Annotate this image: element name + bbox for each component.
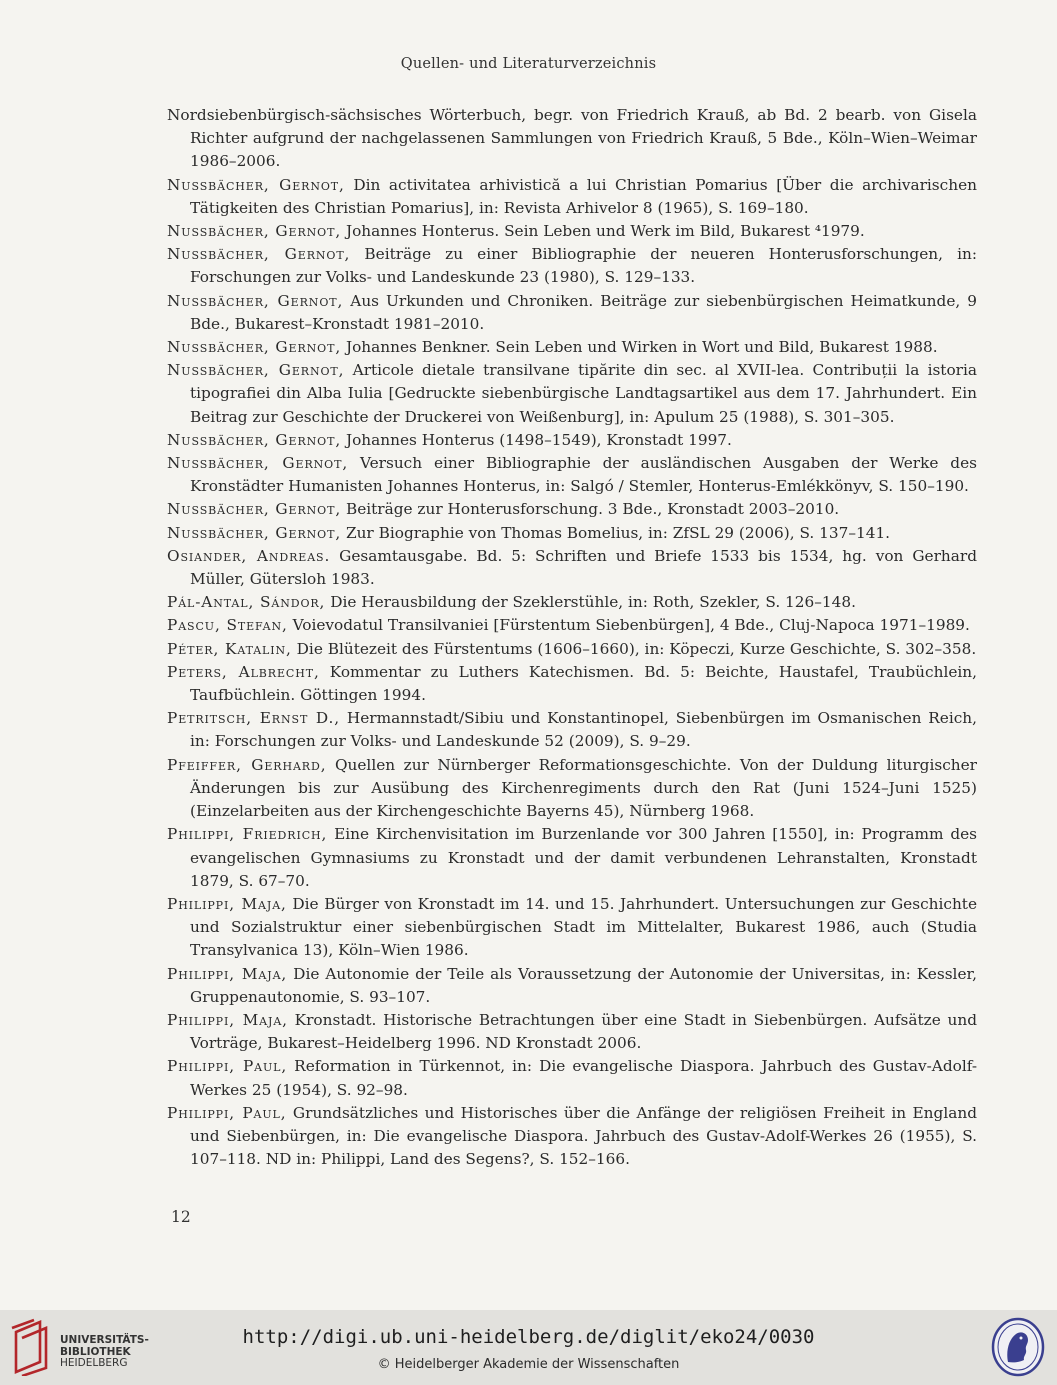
- bibliography-entry: [167, 893, 977, 963]
- bibliography-entry: [167, 963, 977, 1009]
- bibliography-entry: [167, 359, 977, 429]
- bibliography-entry: [167, 522, 977, 545]
- entry-author: Nussbächer, Gernot,: [167, 500, 342, 519]
- entry-text: Die Autonomie der Teile als Voraussetzung der Autonomie der Universitas, in: Kessler, Gruppenautonomie, S. 93–107.: [190, 964, 977, 1006]
- entry-author: Nussbächer, Gernot,: [167, 245, 351, 264]
- footer-bar: [0, 1310, 1057, 1385]
- bibliography-entry: [167, 614, 977, 637]
- entry-author: Nussbächer, Gernot,: [167, 338, 342, 357]
- entry-author: Philippi, Maja,: [167, 964, 288, 983]
- entry-author: Nussbächer, Gernot,: [167, 454, 349, 473]
- academy-seal-icon[interactable]: [990, 1316, 1046, 1378]
- entry-text: Voievodatul Transilvaniei [Fürstentum Siebenbürgen], 4 Bde., Cluj-Napoca 1971–1989.: [287, 616, 970, 635]
- entry-text: Din activitatea arhivistică a lui Christian Pomarius [Über die archivarischen Tätigkeiten des Christian Pomarius], in: Revista Arhivelor 8 (1965), S. 169–180.: [190, 175, 977, 217]
- bibliography-entry: [167, 707, 977, 753]
- entry-text: Grundsätzliches und Historisches über die Anfänge der religiösen Freiheit in England und Siebenbürgen, in: Die evangelische Diaspora. Jahrbuch des Gustav-Adolf-Werkes 26 (1955), S. 107–118. ND in: Philippi, Land des Segens?, S. 152–166.: [190, 1103, 977, 1169]
- entry-text: Hermannstadt/Sibiu und Konstantinopel, Siebenbürgen im Osmanischen Reich, in: Forschungen zur Volks- und Landeskunde 52 (2009), S. 9–29.: [190, 709, 978, 751]
- entry-author: Philippi, Paul,: [167, 1057, 288, 1076]
- entry-text: Nordsiebenbürgisch-sächsisches Wörterbuch, begr. von Friedrich Krauß, ab Bd. 2 bearb. von Gisela Richter aufgrund der nachgelassenen Sammlungen von Friedrich Krauß, 5 Bde., Köln–Wien–Weimar 1986–2006.: [167, 106, 977, 171]
- entry-text: Reformation in Türkennot, in: Die evangelische Diaspora. Jahrbuch des Gustav-Adolf-Werkes 25 (1954), S. 92–98.: [190, 1057, 977, 1099]
- entry-text: Kommentar zu Luthers Katechismen. Bd. 5: Beichte, Haustafel, Traubüchlein, Taufbüchlein. Göttingen 1994.: [190, 662, 977, 705]
- bibliography-entry: [167, 1102, 977, 1172]
- bibliography-entry: [167, 1055, 977, 1101]
- bibliography-entry: [167, 661, 977, 707]
- entry-text: Eine Kirchenvisitation im Burzenlande vor 300 Jahren [1550], in: Programm des evangelischen Gymnasiums zu Kronstadt und der damit verbundenen Lehranstalten, Kronstadt 1879, S. 67–70.: [190, 825, 978, 890]
- bibliography-entry: [167, 823, 977, 893]
- entry-author: Nussbächer, Gernot,: [167, 430, 342, 449]
- entry-author: Nussbächer, Gernot,: [167, 361, 345, 380]
- entry-text: Versuch einer Bibliographie der ausländischen Ausgaben der Werke des Kronstädter Humanisten Johannes Honterus, in: Salgó / Stemler, Honterus-Emlékkönyv, S. 150–190.: [190, 454, 977, 496]
- bibliography-entry: [167, 452, 977, 498]
- entry-author: Pál-Antal, Sándor,: [167, 593, 326, 612]
- bibliography-entry: [167, 336, 977, 359]
- logo-line-2: BIBLIOTHEK: [60, 1345, 131, 1358]
- entry-author: Petritsch, Ernst D.,: [167, 709, 341, 728]
- entry-author: Philippi, Friedrich,: [167, 825, 328, 844]
- entry-text: Johannes Honterus. Sein Leben und Werk im Bild, Bukarest ⁴1979.: [341, 222, 865, 241]
- logo-line-1: UNIVERSITÄTS-: [60, 1334, 149, 1346]
- entry-text: Die Herausbildung der Szeklerstühle, in: Roth, Szekler, S. 126–148.: [325, 593, 856, 612]
- copyright-notice: © Heidelberger Akademie der Wissenschaften: [377, 1357, 680, 1372]
- entry-author: Pascu, Stefan,: [167, 616, 288, 635]
- bibliography-entry: [167, 429, 977, 452]
- entry-text: Zur Biographie von Thomas Bomelius, in: ZfSL 29 (2006), S. 137–141.: [341, 523, 891, 542]
- bibliography-entry: [167, 754, 977, 824]
- entry-author: Nussbächer, Gernot,: [167, 291, 344, 310]
- logo-line-3: HEIDELBERG: [60, 1357, 128, 1369]
- bibliography-entry: [167, 545, 977, 591]
- entry-author: Philippi, Paul,: [167, 1103, 287, 1122]
- bibliography-list: [167, 104, 977, 1171]
- entry-author: Nussbächer, Gernot,: [167, 523, 342, 542]
- entry-author: Philippi, Maja,: [167, 894, 287, 913]
- entry-author: Nussbächer, Gernot,: [167, 222, 342, 241]
- entry-author: Nussbächer, Gernot,: [167, 175, 345, 194]
- entry-text: Kronstadt. Historische Betrachtungen über eine Stadt in Siebenbürgen. Aufsätze und Vorträge, Bukarest–Heidelberg 1996. ND Kronstadt 2006.: [190, 1010, 978, 1053]
- bibliography-entry: [167, 220, 977, 243]
- entry-author: Peters, Albrecht,: [167, 662, 320, 681]
- bibliography-entry: [167, 174, 977, 220]
- entry-text: Articole dietale transilvane tipărite din sec. al XVII-lea. Contribuții la istoria tipografiei din Alba Iulia [Gedruckte siebenbürgische Landtagsartikel aus dem 17. Jahrhundert. Ein Beitrag zur Geschichte der Druckerei von Weißenburg], in: Apulum 25 (1988), S. 301–305.: [190, 361, 977, 426]
- page-number: 12: [171, 1208, 191, 1226]
- entry-author: Osiander, Andreas.: [167, 546, 331, 565]
- bibliography-entry: [167, 638, 977, 661]
- bibliography-entry: [167, 243, 977, 289]
- entry-author: Péter, Katalin,: [167, 639, 292, 658]
- entry-text: Johannes Honterus (1498–1549), Kronstadt 1997.: [341, 430, 732, 449]
- entry-text: Aus Urkunden und Chroniken. Beiträge zur siebenbürgischen Heimatkunde, 9 Bde., Bukarest–Kronstadt 1981–2010.: [190, 291, 977, 333]
- entry-author: Philippi, Maja,: [167, 1010, 288, 1029]
- entry-text: Gesamtausgabe. Bd. 5: Schriften und Briefe 1533 bis 1534, hg. von Gerhard Müller, Gütersloh 1983.: [190, 546, 977, 589]
- bibliography-entry: [167, 104, 977, 174]
- bibliography-entry: [167, 591, 977, 614]
- bibliography-entry: [167, 498, 977, 521]
- entry-text: Johannes Benkner. Sein Leben und Wirken in Wort und Bild, Bukarest 1988.: [341, 338, 938, 357]
- entry-author: Pfeiffer, Gerhard,: [167, 755, 327, 774]
- entry-text: Beiträge zu einer Bibliographie der neueren Honterusforschungen, in: Forschungen zur Volks- und Landeskunde 23 (1980), S. 129–133.: [190, 245, 977, 287]
- bibliography-entry: [167, 1009, 977, 1055]
- running-head: Quellen- und Literaturverzeichnis: [400, 56, 657, 72]
- bibliography-entry: [167, 290, 977, 336]
- entry-text: Quellen zur Nürnberger Reformationsgeschichte. Von der Duldung liturgischer Änderungen bis zur Ausübung des Kirchenregiments durch den Rat (Juni 1524–Juni 1525) (Einzelarbeiten aus der Kirchengeschichte Bayerns 45), Nürnberg 1968.: [190, 755, 977, 821]
- permalink-url[interactable]: http://digi.ub.uni-heidelberg.de/diglit/eko24/0030: [242, 1326, 815, 1348]
- entry-text: Beiträge zur Honterusforschung. 3 Bde., Kronstadt 2003–2010.: [341, 500, 840, 519]
- entry-text: Die Bürger von Kronstadt im 14. und 15. Jahrhundert. Untersuchungen zur Geschichte und Sozialstruktur einer siebenbürgischen Stadt im Mittelalter, Bukarest 1986, auch (Studia Transylvanica 13), Köln–Wien 1986.: [190, 894, 978, 960]
- entry-text: Die Blütezeit des Fürstentums (1606–1660), in: Köpeczi, Kurze Geschichte, S. 302–358.: [291, 639, 977, 658]
